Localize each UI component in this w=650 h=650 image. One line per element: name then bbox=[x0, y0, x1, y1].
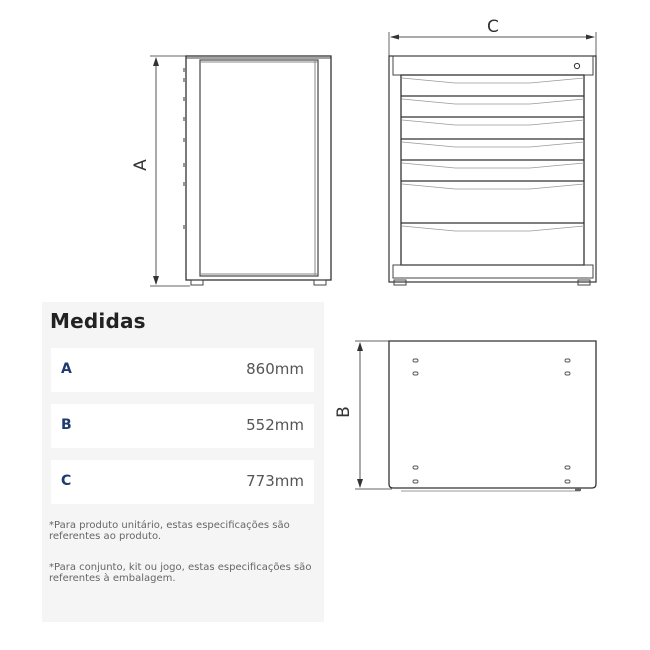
top-view bbox=[355, 341, 596, 491]
measurement-row-c bbox=[51, 460, 314, 504]
front-view bbox=[389, 32, 596, 285]
measurement-value: 860mm bbox=[246, 360, 304, 378]
measurement-row-a bbox=[51, 348, 314, 392]
measurement-value: 773mm bbox=[246, 472, 304, 490]
measurement-label: C bbox=[61, 473, 72, 489]
dimension-label-a: A bbox=[130, 159, 151, 171]
measurements-panel bbox=[42, 302, 324, 622]
note-kit-packaging: *Para conjunto, kit ou jogo, estas especificações são referentes à embalagem. bbox=[49, 562, 312, 584]
panel-title: Medidas bbox=[50, 309, 146, 333]
measurement-label: B bbox=[61, 417, 72, 433]
dimension-label-b: B bbox=[333, 406, 354, 418]
side-view bbox=[150, 56, 331, 286]
measurement-row-b bbox=[51, 404, 314, 448]
measurement-value: 552mm bbox=[246, 416, 304, 434]
dimension-label-c: C bbox=[487, 17, 499, 37]
note-unit-product: *Para produto unitário, estas especificações são referentes ao produto. bbox=[49, 520, 290, 542]
measurement-label: A bbox=[61, 361, 72, 377]
